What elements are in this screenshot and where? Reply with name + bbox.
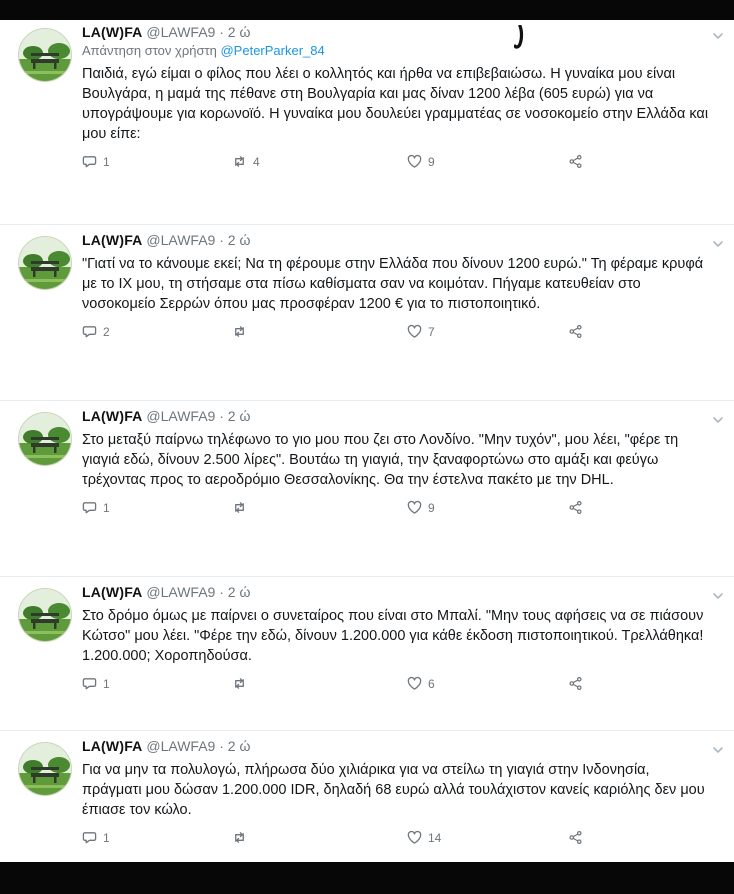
reply-button[interactable] [82, 676, 110, 691]
tweet-actions [82, 830, 712, 848]
chevron-down-icon[interactable] [712, 412, 724, 422]
separator-dot: · [219, 408, 224, 424]
reply-icon [82, 154, 97, 169]
divider [0, 400, 734, 401]
share-icon [568, 324, 583, 339]
share-button[interactable] [568, 676, 583, 691]
separator-dot: · [219, 24, 224, 40]
user-handle[interactable]: @LAWFA9 [146, 408, 216, 424]
user-handle[interactable]: @LAWFA9 [146, 232, 216, 248]
retweet-button[interactable] [232, 500, 253, 515]
timestamp[interactable]: 2 ώ [227, 24, 251, 40]
timestamp[interactable]: 2 ώ [227, 408, 251, 424]
display-name[interactable]: LA(W)FA [82, 232, 143, 248]
reply-icon [82, 324, 97, 339]
heart-icon [407, 324, 422, 339]
avatar[interactable] [18, 742, 72, 796]
display-name[interactable]: LA(W)FA [82, 738, 143, 754]
avatar[interactable] [18, 236, 72, 290]
like-button[interactable] [407, 154, 435, 169]
timestamp[interactable]: 2 ώ [227, 738, 251, 754]
divider [0, 224, 734, 225]
reply-icon [82, 500, 97, 515]
reply-count: 2 [103, 324, 110, 339]
tweet-actions [82, 154, 712, 172]
like-count: 14 [428, 830, 442, 845]
user-handle[interactable]: @LAWFA9 [146, 584, 216, 600]
share-button[interactable] [568, 830, 583, 845]
tweet-text: "Γιατί να το κάνουμε εκεί; Να τη φέρουμε στην Ελλάδα που δίνουν 1200 ευρώ." Τη φέραμε κρυφά με το ΙΧ μου, τη στήσαμε στα πίσω καθίσματα σαν να κοιμόταν. Πήγαμε κατευθείαν στο νοσοκομείο Σερρών όπου μας προσφέραν 1200 € για το πιστοποιητικό. [82, 256, 704, 312]
display-name[interactable]: LA(W)FA [82, 24, 143, 40]
divider [0, 730, 734, 731]
heart-icon [407, 676, 422, 691]
tweet-actions [82, 676, 712, 694]
tweet-content [82, 22, 712, 172]
tweet-header [82, 230, 712, 250]
retweet-count: 4 [253, 154, 260, 169]
like-button[interactable] [407, 676, 435, 691]
retweet-icon [232, 154, 247, 169]
tweet-content [82, 230, 712, 342]
user-handle[interactable]: @LAWFA9 [146, 24, 216, 40]
avatar[interactable] [18, 412, 72, 466]
retweet-icon [232, 500, 247, 515]
retweet-button[interactable] [232, 324, 253, 339]
like-button[interactable] [407, 830, 441, 845]
display-name[interactable]: LA(W)FA [82, 408, 143, 424]
display-name[interactable]: LA(W)FA [82, 584, 143, 600]
retweet-icon [232, 676, 247, 691]
like-count: 9 [428, 154, 435, 169]
ink-mark [514, 25, 524, 49]
reply-button[interactable] [82, 830, 110, 845]
timestamp[interactable]: 2 ώ [227, 584, 251, 600]
reply-context [82, 42, 712, 60]
tweet-text: Για να μην τα πολυλογώ, πλήρωσα δύο χιλιάρικα για να στείλω τη γιαγιά στην Ινδονησία, πράγματι μου δώσαν 1.200.000 IDR, δηλαδή 68 ευρώ αλλά τουλάχιστον κανείς καριόλης δεν μου έπιασε τον κώλο. [82, 762, 705, 818]
like-count: 6 [428, 676, 435, 691]
reply-prefix: Απάντηση στον χρήστη [82, 43, 217, 58]
reply-count: 1 [103, 830, 110, 845]
reply-count: 1 [103, 500, 110, 515]
heart-icon [407, 154, 422, 169]
chevron-down-icon[interactable] [712, 28, 724, 38]
separator-dot: · [219, 232, 224, 248]
tweet-content [82, 406, 712, 518]
reply-button[interactable] [82, 324, 110, 339]
reply-button[interactable] [82, 154, 110, 169]
share-icon [568, 830, 583, 845]
like-button[interactable] [407, 324, 435, 339]
reply-button[interactable] [82, 500, 110, 515]
tweet-header [82, 736, 712, 756]
share-icon [568, 154, 583, 169]
top-black-bar [0, 0, 734, 20]
like-button[interactable] [407, 500, 435, 515]
retweet-button[interactable] [232, 830, 253, 845]
bottom-black-bar [0, 862, 734, 894]
avatar[interactable] [18, 28, 72, 82]
retweet-icon [232, 324, 247, 339]
reply-icon [82, 830, 97, 845]
retweet-icon [232, 830, 247, 845]
tweet-actions [82, 324, 712, 342]
share-button[interactable] [568, 154, 583, 169]
reply-count: 1 [103, 154, 110, 169]
separator-dot: · [219, 738, 224, 754]
user-handle[interactable]: @LAWFA9 [146, 738, 216, 754]
heart-icon [407, 830, 422, 845]
avatar[interactable] [18, 588, 72, 642]
timestamp[interactable]: 2 ώ [227, 232, 251, 248]
tweet-text: Στο μεταξύ παίρνω τηλέφωνο το γιο μου που ζει στο Λονδίνο. "Μην τυχόν", μου λέει, "φέρε τη γιαγιά εδώ, δίνουν 2.500 λίρες". Βουτάω τη γιαγιά, την ξαναφορτώνω στο αμάξι και φεύγω τρέχοντας προς το αεροδρόμιο Θεσσαλονίκης. Θα την έστελνα πακέτο με την DHL. [82, 432, 679, 488]
like-count: 7 [428, 324, 435, 339]
tweet-actions [82, 500, 712, 518]
tweet-text: Στο δρόμο όμως με παίρνει ο συνεταίρος που είναι στο Μπαλί. "Μην τους αφήσεις να σε πιάσουν Κώτσο" μου λέει. "Φέρε την εδώ, δίνουν 1.200.000 για κάθε έκδοση πιστοποιητικού. Τρελλάθηκα! 1.200.000; Χοροπηδούσα. [82, 608, 704, 664]
tweet-header [82, 22, 712, 42]
share-icon [568, 676, 583, 691]
tweet-header [82, 406, 712, 426]
reply-user-link[interactable]: @PeterParker_84 [220, 43, 325, 58]
reply-count: 1 [103, 676, 110, 691]
tweet-header [82, 582, 712, 602]
separator-dot: · [219, 584, 224, 600]
retweet-button[interactable] [232, 154, 260, 169]
tweet-content [82, 582, 712, 694]
like-count: 9 [428, 500, 435, 515]
tweet-thread [0, 20, 734, 862]
chevron-down-icon[interactable] [712, 742, 724, 752]
share-icon [568, 500, 583, 515]
chevron-down-icon[interactable] [712, 588, 724, 598]
tweet-text: Παιδιά, εγώ είμαι ο φίλος που λέει ο κολλητός και ήρθα να επιβεβαιώσω. Η γυναίκα μου είναι Βουλγάρα, η μαμά της πέθανε στη Βουλγαρία και μας δίναν 1200 λέβα (605 ευρώ) για να υπογράψουμε για κορωνοϊό. Η γυναίκα μου δουλεύει γραμματέας σε νοσοκομείο στην Ελλάδα και μου είπε: [82, 66, 709, 142]
chevron-down-icon[interactable] [712, 236, 724, 246]
retweet-button[interactable] [232, 676, 253, 691]
reply-icon [82, 676, 97, 691]
divider [0, 576, 734, 577]
share-button[interactable] [568, 500, 583, 515]
tweet-content [82, 736, 712, 848]
heart-icon [407, 500, 422, 515]
share-button[interactable] [568, 324, 583, 339]
